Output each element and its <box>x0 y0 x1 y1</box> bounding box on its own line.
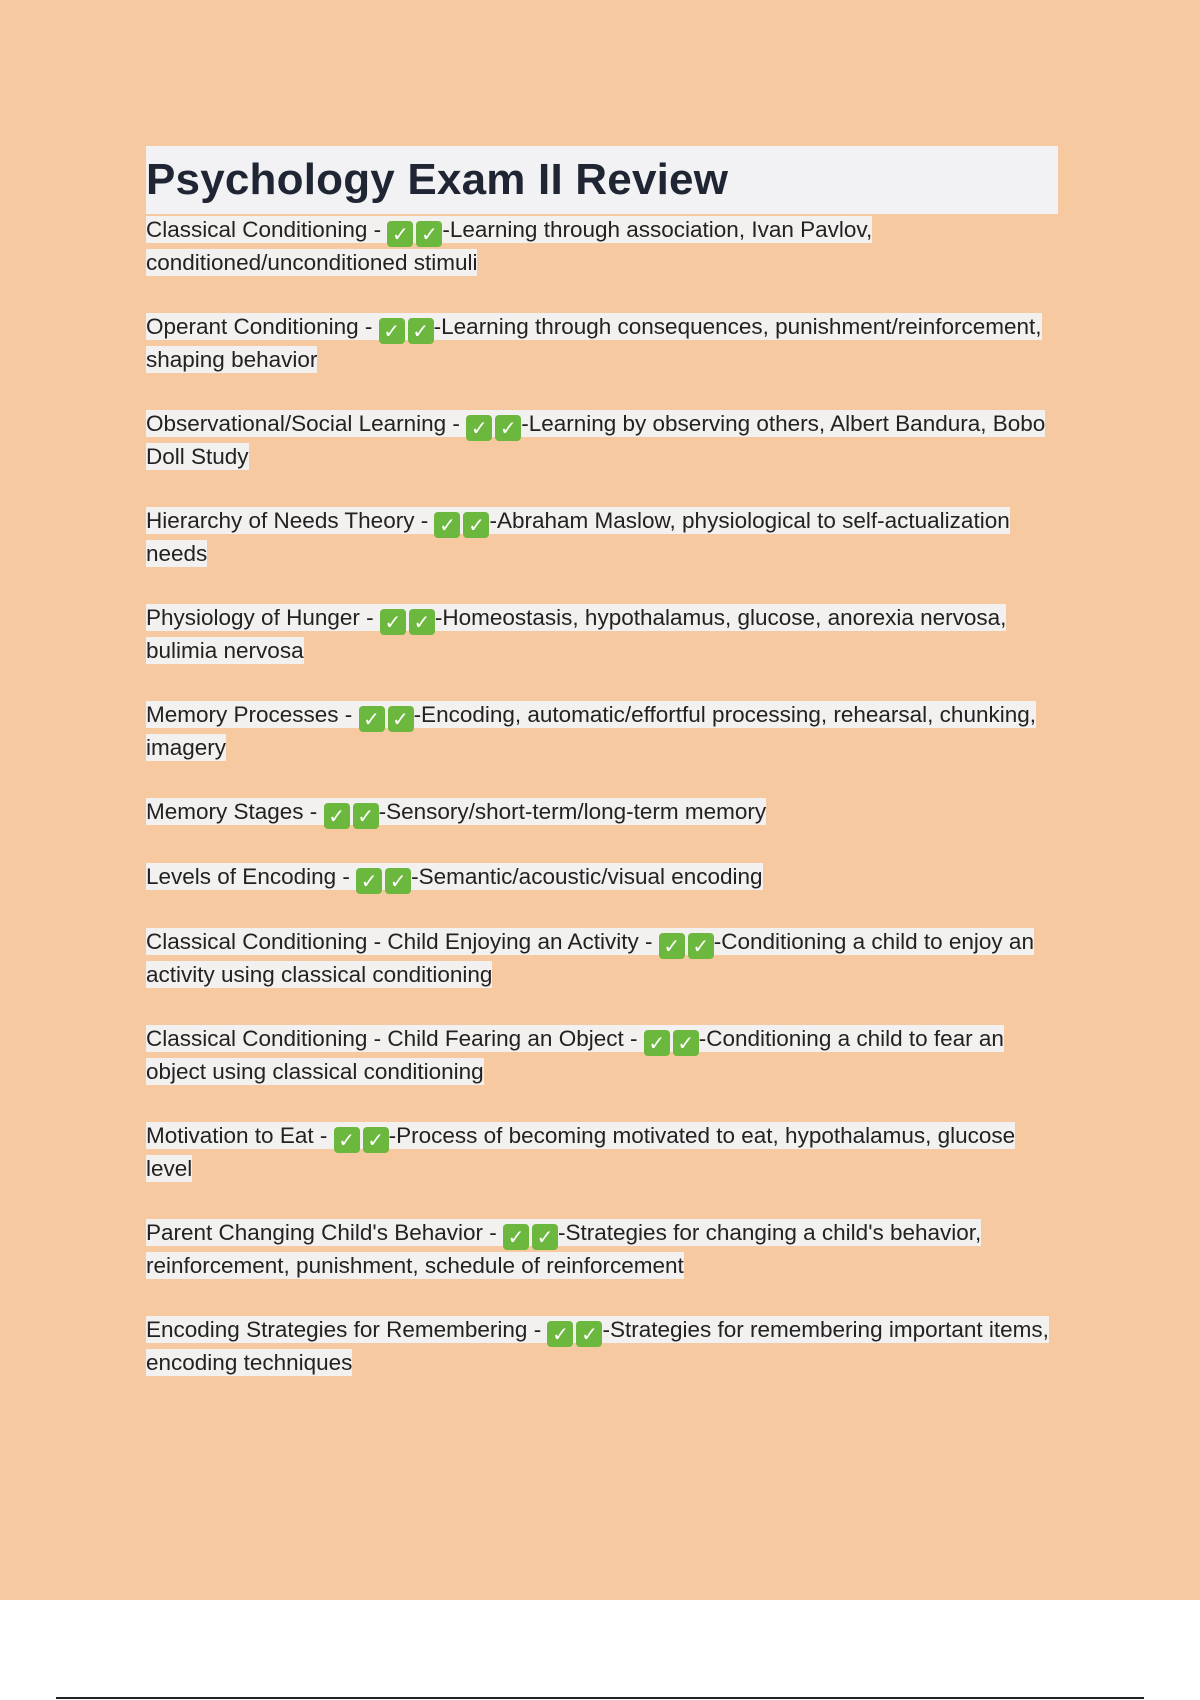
entry-highlight <box>146 701 1036 761</box>
check-mark-icon: ✓ <box>379 318 405 344</box>
entry-definition: -Sensory/short-term/long-term memory <box>378 799 767 824</box>
entry-term: Classical Conditioning - Child Fearing an Object - <box>146 1026 638 1051</box>
check-mark-icon: ✓ <box>466 415 492 441</box>
list-item <box>146 1023 1058 1088</box>
list-item <box>146 926 1058 991</box>
entry-highlight <box>146 1219 981 1279</box>
entry-definition: -Conditioning a child to enjoy an activity using classical conditioning <box>146 929 1034 987</box>
entry-term: Physiology of Hunger - <box>146 605 374 630</box>
bottom-margin <box>0 1600 1200 1700</box>
page-title: Psychology Exam II Review <box>146 155 729 204</box>
entry-definition: -Process of becoming motivated to eat, hypothalamus, glucose level <box>146 1123 1016 1181</box>
list-item <box>146 796 1058 829</box>
check-mark-icon: ✓ <box>463 512 489 538</box>
entry-highlight <box>146 1316 1049 1376</box>
entry-highlight <box>146 216 872 276</box>
check-mark-icon: ✓ <box>385 868 411 894</box>
entry-highlight <box>146 604 1006 664</box>
check-mark-icon: ✓ <box>353 803 379 829</box>
entry-list <box>146 214 1058 1379</box>
entry-term: Levels of Encoding - <box>146 864 350 889</box>
entry-term: Memory Processes - <box>146 702 353 727</box>
check-mark-icon: ✓ <box>644 1030 670 1056</box>
entry-highlight <box>146 1122 1015 1182</box>
entry-definition: -Learning by observing others, Albert Bandura, Bobo Doll Study <box>146 411 1046 469</box>
list-item <box>146 861 1058 894</box>
check-mark-icon: ✓ <box>388 706 414 732</box>
list-item <box>146 1217 1058 1282</box>
entry-definition: -Learning through consequences, punishment/reinforcement, shaping behavior <box>146 314 1042 372</box>
title-bar <box>146 146 1058 214</box>
check-mark-icon: ✓ <box>547 1321 573 1347</box>
check-mark-icon: ✓ <box>532 1224 558 1250</box>
list-item <box>146 505 1058 570</box>
check-mark-icon: ✓ <box>576 1321 602 1347</box>
entry-term: Operant Conditioning - <box>146 314 373 339</box>
list-item <box>146 1120 1058 1185</box>
entry-definition: -Conditioning a child to fear an object using classical conditioning <box>146 1026 1004 1084</box>
entry-definition: -Encoding, automatic/effortful processing, rehearsal, chunking, imagery <box>146 702 1036 760</box>
list-item <box>146 699 1058 764</box>
entry-term: Memory Stages - <box>146 799 318 824</box>
entry-term: Observational/Social Learning - <box>146 411 460 436</box>
check-mark-icon: ✓ <box>434 512 460 538</box>
check-mark-icon: ✓ <box>495 415 521 441</box>
check-mark-icon: ✓ <box>503 1224 529 1250</box>
entry-definition: -Semantic/acoustic/visual encoding <box>411 864 763 889</box>
list-item <box>146 1314 1058 1379</box>
entry-highlight <box>146 1025 1004 1085</box>
entry-highlight <box>146 313 1042 373</box>
entry-term: Classical Conditioning - <box>146 217 382 242</box>
entry-definition: -Learning through association, Ivan Pavlov, conditioned/unconditioned stimuli <box>146 217 873 275</box>
check-mark-icon: ✓ <box>673 1030 699 1056</box>
document-content <box>146 146 1058 1411</box>
entry-term: Encoding Strategies for Remembering - <box>146 1317 542 1342</box>
check-mark-icon: ✓ <box>380 609 406 635</box>
entry-highlight <box>146 798 767 828</box>
check-mark-icon: ✓ <box>409 609 435 635</box>
check-mark-icon: ✓ <box>334 1127 360 1153</box>
entry-term: Motivation to Eat - <box>146 1123 328 1148</box>
check-mark-icon: ✓ <box>659 933 685 959</box>
check-mark-icon: ✓ <box>359 706 385 732</box>
check-mark-icon: ✓ <box>324 803 350 829</box>
bottom-divider <box>56 1697 1144 1699</box>
entry-term: Classical Conditioning - Child Enjoying an Activity - <box>146 929 653 954</box>
entry-highlight <box>146 410 1045 470</box>
list-item <box>146 311 1058 376</box>
entry-definition: -Abraham Maslow, physiological to self-actualization needs <box>146 508 1010 566</box>
list-item <box>146 214 1058 279</box>
check-mark-icon: ✓ <box>408 318 434 344</box>
check-mark-icon: ✓ <box>688 933 714 959</box>
list-item <box>146 408 1058 473</box>
entry-highlight <box>146 928 1034 988</box>
list-item <box>146 602 1058 667</box>
check-mark-icon: ✓ <box>363 1127 389 1153</box>
entry-highlight <box>146 863 763 893</box>
entry-term: Parent Changing Child's Behavior - <box>146 1220 497 1245</box>
entry-term: Hierarchy of Needs Theory - <box>146 508 429 533</box>
entry-definition: -Strategies for changing a child's behavior, reinforcement, punishment, schedule of reinforcement <box>146 1220 982 1278</box>
check-mark-icon: ✓ <box>416 221 442 247</box>
entry-definition: -Strategies for remembering important items, encoding techniques <box>146 1317 1049 1375</box>
check-mark-icon: ✓ <box>387 221 413 247</box>
check-mark-icon: ✓ <box>356 868 382 894</box>
entry-definition: -Homeostasis, hypothalamus, glucose, anorexia nervosa, bulimia nervosa <box>146 605 1007 663</box>
entry-highlight <box>146 507 1010 567</box>
